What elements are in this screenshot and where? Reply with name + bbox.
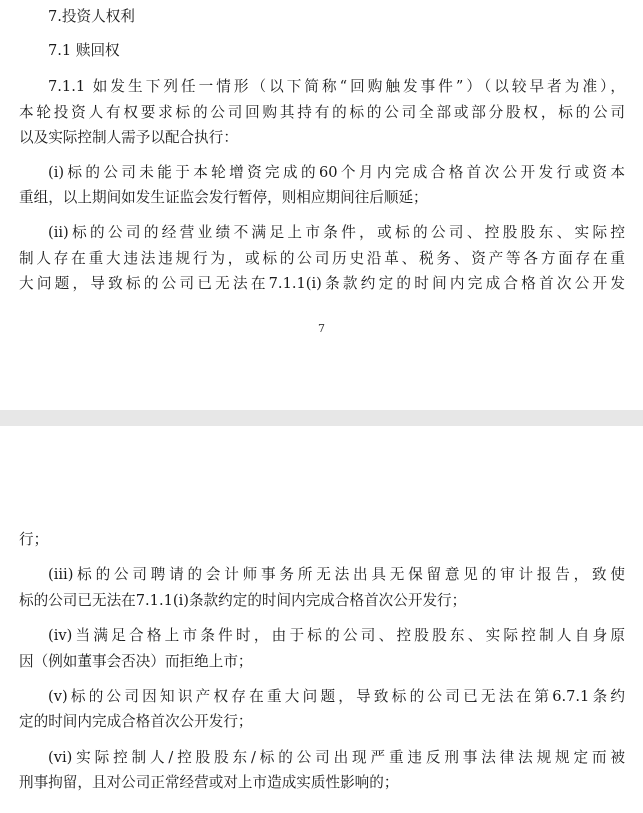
paragraph-line: (ii)标的公司的经营业绩不满足上市条件，或标的公司、控股股东、实际控 xyxy=(48,224,625,241)
page-separator xyxy=(0,410,643,426)
paragraph-line: 刑事拘留，且对公司正常经营或对上市造成实质性影响的； xyxy=(19,774,399,791)
paragraph-line: 本轮投资人有权要求标的公司回购其持有的标的公司全部或部分股权，标的公司 xyxy=(19,104,625,121)
paragraph-line: (iv)当满足合格上市条件时，由于标的公司、控股股东、实际控制人自身原 xyxy=(48,627,625,644)
paragraph-line: (iii)标的公司聘请的会计师事务所无法出具无保留意见的审计报告，致使 xyxy=(48,566,625,583)
document-page-2 xyxy=(0,426,643,813)
paragraph-line: 行； xyxy=(19,531,49,548)
paragraph-line: (i)标的公司未能于本轮增资完成的60个月内完成合格首次公开发行或资本 xyxy=(48,164,625,181)
paragraph-line: 以及实际控制人需予以配合执行： xyxy=(19,129,238,146)
subsection-heading: 7.1 赎回权 xyxy=(48,42,120,59)
paragraph-line: (vi)实际控制人/控股股东/标的公司出现严重违反刑事法律法规规定而被 xyxy=(48,749,625,766)
paragraph-line: 定的时间内完成合格首次公开发行； xyxy=(19,713,253,730)
paragraph-line: 制人存在重大违法违规行为，或标的公司历史沿革、税务、资产等各方面存在重 xyxy=(19,250,625,267)
paragraph-line: 7.1.1 如发生下列任一情形（以下简称“回购触发事件”）（以较早者为准）， xyxy=(48,78,625,95)
paragraph-line: 标的公司已无法在7.1.1(i)条款约定的时间内完成合格首次公开发行； xyxy=(19,592,467,609)
section-heading: 7.投资人权利 xyxy=(48,8,135,25)
paragraph-line: 重组，以上期间如发生证监会发行暂停，则相应期间往后顺延； xyxy=(19,189,428,206)
paragraph-line: (v)标的公司因知识产权存在重大问题，导致标的公司已无法在第6.7.1条约 xyxy=(48,688,625,705)
paragraph-line: 大问题，导致标的公司已无法在7.1.1(i)条款约定的时间内完成合格首次公开发 xyxy=(19,275,625,292)
page-number: 7 xyxy=(318,322,325,335)
paragraph-line: 因（例如董事会否决）而拒绝上市； xyxy=(19,653,253,670)
